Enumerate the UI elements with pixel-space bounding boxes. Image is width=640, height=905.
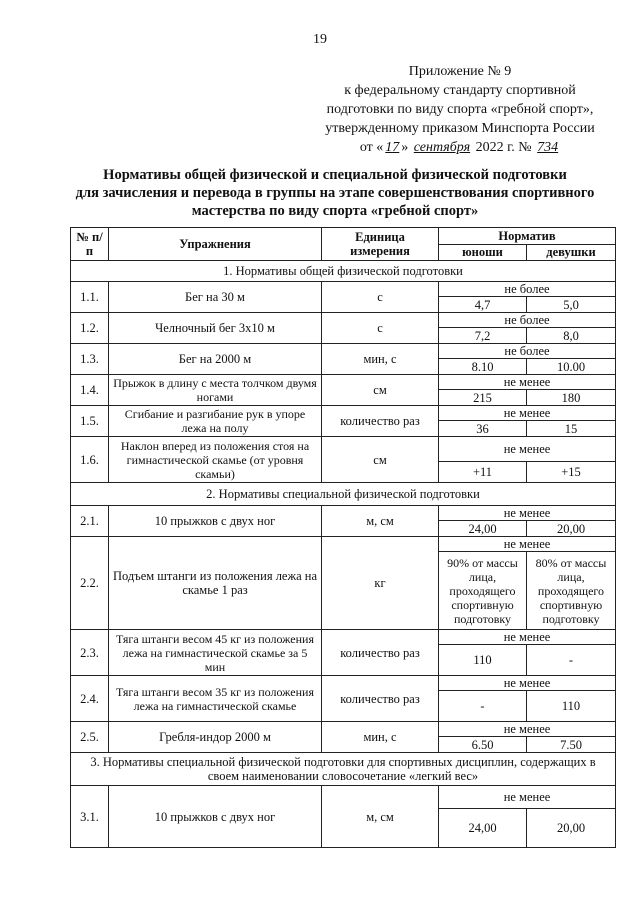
row-unit: количество раз (322, 630, 439, 676)
appendix-line: к федеральному стандарту спортивной (344, 83, 576, 98)
header-girls: девушки (527, 244, 616, 261)
row-num: 2.2. (71, 537, 109, 630)
section-title: 3. Нормативы специальной физической подготовки для спортивных дисциплин, содержащих в своем наименовании словосочетание «легкий вес» (71, 753, 616, 786)
row-exercise: Сгибание и разгибание рук в упоре лежа на полу (109, 406, 322, 437)
appendix-line: утвержденному приказом Минспорта России (325, 121, 595, 136)
row-num: 2.3. (71, 630, 109, 676)
date-prefix: от « (359, 140, 384, 155)
row-exercise: Челночный бег 3х10 м (109, 313, 322, 344)
date-day: 17 (385, 140, 400, 155)
appendix-line: подготовки по виду спорта «гребной спорт», (326, 102, 594, 117)
row-condition: не менее (439, 437, 616, 462)
norms-table (70, 227, 616, 848)
row-condition: не более (439, 344, 616, 359)
row-girls-value: 180 (527, 390, 616, 406)
row-unit: кг (322, 537, 439, 630)
row-num: 1.2. (71, 313, 109, 344)
order-number: 734 (537, 140, 559, 155)
row-exercise: Наклон вперед из положения стоя на гимнастической скамье (от уровня скамьи) (109, 437, 322, 483)
row-condition: не менее (439, 506, 616, 521)
row-unit: количество раз (322, 676, 439, 722)
row-exercise: Бег на 2000 м (109, 344, 322, 375)
row-unit: см (322, 375, 439, 406)
date-mid: » (401, 140, 409, 155)
row-unit: количество раз (322, 406, 439, 437)
header-num: № п/п (71, 228, 109, 261)
section-title: 1. Нормативы общей физической подготовки (71, 261, 616, 282)
date-month: сентября (413, 140, 471, 155)
row-unit: с (322, 313, 439, 344)
date-year: 2022 г. № (475, 140, 532, 155)
row-boys-value: 90% от массы лица, проходящего спортивную подготовку (439, 552, 527, 630)
row-condition: не менее (439, 722, 616, 737)
row-girls-value: 80% от массы лица, проходящего спортивную подготовку (527, 552, 616, 630)
header-boys: юноши (439, 244, 527, 261)
title-line: для зачисления и перевода в группы на этапе совершенствования спортивного (75, 185, 595, 201)
row-girls-value: 5,0 (527, 297, 616, 313)
row-girls-value: +15 (527, 462, 616, 483)
row-boys-value: 215 (439, 390, 527, 406)
row-exercise: 10 прыжков с двух ног (109, 786, 322, 848)
title-line: Нормативы общей физической и специальной физической подготовки (103, 167, 567, 183)
row-unit: м, см (322, 786, 439, 848)
row-boys-value: 8.10 (439, 359, 527, 375)
row-boys-value: +11 (439, 462, 527, 483)
row-condition: не менее (439, 630, 616, 645)
row-unit: м, см (322, 506, 439, 537)
row-boys-value: - (439, 691, 527, 722)
row-num: 1.1. (71, 282, 109, 313)
row-boys-value: 24,00 (439, 809, 527, 848)
page-number: 19 (313, 32, 327, 47)
row-num: 3.1. (71, 786, 109, 848)
row-girls-value: 15 (527, 421, 616, 437)
row-boys-value: 7,2 (439, 328, 527, 344)
row-condition: не более (439, 313, 616, 328)
row-exercise: Подъем штанги из положения лежа на скамье 1 раз (109, 537, 322, 630)
title-line: мастерства по виду спорта «гребной спорт» (191, 203, 479, 219)
row-boys-value: 24,00 (439, 521, 527, 537)
document-title (40, 166, 630, 220)
row-girls-value: 8,0 (527, 328, 616, 344)
row-unit: мин, с (322, 722, 439, 753)
row-boys-value: 110 (439, 645, 527, 676)
row-girls-value: 20,00 (527, 521, 616, 537)
row-condition: не менее (439, 676, 616, 691)
row-exercise: Бег на 30 м (109, 282, 322, 313)
row-unit: с (322, 282, 439, 313)
section-title: 2. Нормативы специальной физической подготовки (71, 483, 616, 506)
row-girls-value: 10.00 (527, 359, 616, 375)
row-girls-value: 7.50 (527, 737, 616, 753)
row-boys-value: 6.50 (439, 737, 527, 753)
row-boys-value: 4,7 (439, 297, 527, 313)
row-exercise: Тяга штанги весом 35 кг из положения лежа на гимнастической скамье (109, 676, 322, 722)
row-num: 1.5. (71, 406, 109, 437)
row-unit: см (322, 437, 439, 483)
row-unit: мин, с (322, 344, 439, 375)
appendix-block (300, 62, 620, 157)
appendix-title: Приложение № 9 (408, 64, 512, 79)
row-exercise: Прыжок в длину с места толчком двумя ногами (109, 375, 322, 406)
header-unit: Единица измерения (322, 228, 439, 261)
row-condition: не менее (439, 406, 616, 421)
row-condition: не менее (439, 786, 616, 809)
row-girls-value: 110 (527, 691, 616, 722)
row-condition: не менее (439, 537, 616, 552)
header-norm: Норматив (439, 228, 616, 245)
appendix-date (300, 138, 620, 157)
header-exercise: Упражнения (109, 228, 322, 261)
row-exercise: 10 прыжков с двух ног (109, 506, 322, 537)
row-boys-value: 36 (439, 421, 527, 437)
row-num: 1.3. (71, 344, 109, 375)
row-exercise: Тяга штанги весом 45 кг из положения лежа на гимнастической скамье за 5 мин (109, 630, 322, 676)
row-num: 2.5. (71, 722, 109, 753)
row-num: 1.6. (71, 437, 109, 483)
row-num: 2.4. (71, 676, 109, 722)
row-girls-value: 20,00 (527, 809, 616, 848)
row-num: 2.1. (71, 506, 109, 537)
row-girls-value: - (527, 645, 616, 676)
row-condition: не более (439, 282, 616, 297)
row-num: 1.4. (71, 375, 109, 406)
row-exercise: Гребля-индор 2000 м (109, 722, 322, 753)
row-condition: не менее (439, 375, 616, 390)
